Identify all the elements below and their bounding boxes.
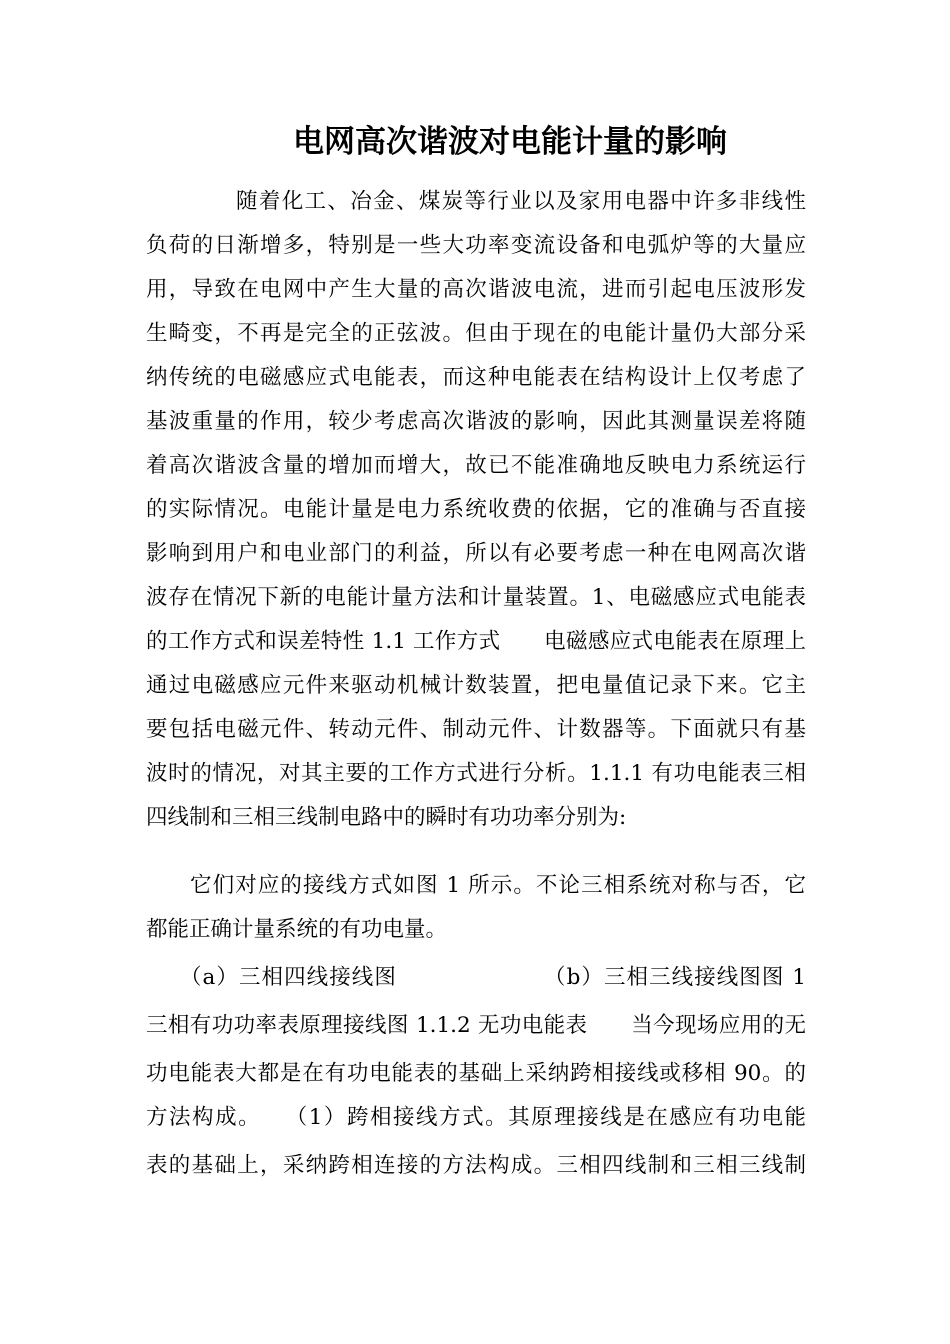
paragraph-line: 要包括电磁元件、转动元件、制动元件、计数器等。下面就只有基 xyxy=(146,717,806,742)
paragraph-line: 都能正确计量系统的有功电量。 xyxy=(146,917,448,942)
paragraph-line: 用，导致在电网中产生大量的高次谐波电流，进而引起电压波形发 xyxy=(146,277,806,302)
paragraph-line: 纳传统的电磁感应式电能表，而这种电能表在结构设计上仅考虑了 xyxy=(146,365,806,390)
paragraph-line: 通过电磁感应元件来驱动机械计数装置，把电量值记录下来。它主 xyxy=(146,673,806,698)
paragraph-line: 三相有功功率表原理接线图 1.1.2 无功电能表 当今现场应用的无 xyxy=(146,1013,806,1038)
paragraph-line: 它们对应的接线方式如图 1 所示。不论三相系统对称与否，它 xyxy=(190,873,806,898)
paragraph-line: 影响到用户和电业部门的利益，所以有必要考虑一种在电网高次谐 xyxy=(146,541,806,566)
paragraph-line: 波时的情况，对其主要的工作方式进行分析。1.1.1 有功电能表三相 xyxy=(146,761,806,786)
paragraph-line: 基波重量的作用，较少考虑高次谐波的影响，因此其测量误差将随 xyxy=(146,409,806,434)
paragraph-line: 功电能表大都是在有功电能表的基础上采纳跨相接线或移相 90。的 xyxy=(146,1061,806,1086)
paragraph-line: 的工作方式和误差特性 1.1 工作方式 电磁感应式电能表在原理上 xyxy=(146,629,806,654)
paragraph-line: 四线制和三相三线制电路中的瞬时有功功率分别为: xyxy=(146,805,627,830)
paragraph-line: 负荷的日渐增多，特别是一些大功率变流设备和电弧炉等的大量应 xyxy=(146,233,806,258)
paragraph-line: 的实际情况。电能计量是电力系统收费的依据，它的准确与否直接 xyxy=(146,497,806,522)
paragraph-line: 生畸变，不再是完全的正弦波。但由于现在的电能计量仍大部分采 xyxy=(146,321,806,346)
paragraph-line: 波存在情况下新的电能计量方法和计量装置。1、电磁感应式电能表 xyxy=(146,585,806,610)
paragraph-line: 表的基础上，采纳跨相连接的方法构成。三相四线制和三相三线制 xyxy=(146,1153,806,1178)
paragraph-line: 随着化工、冶金、煤炭等行业以及家用电器中许多非线性 xyxy=(236,189,806,214)
document-title: 电网高次谐波对电能计量的影响 xyxy=(293,124,727,160)
figure-caption-line: （a）三相四线接线图 （b）三相三线接线图图 1 xyxy=(180,965,806,990)
paragraph-line: 着高次谐波含量的增加而增大，故已不能准确地反映电力系统运行 xyxy=(146,453,806,478)
paragraph-line: 方法构成。 （1）跨相接线方式。其原理接线是在感应有功电能 xyxy=(146,1105,806,1130)
